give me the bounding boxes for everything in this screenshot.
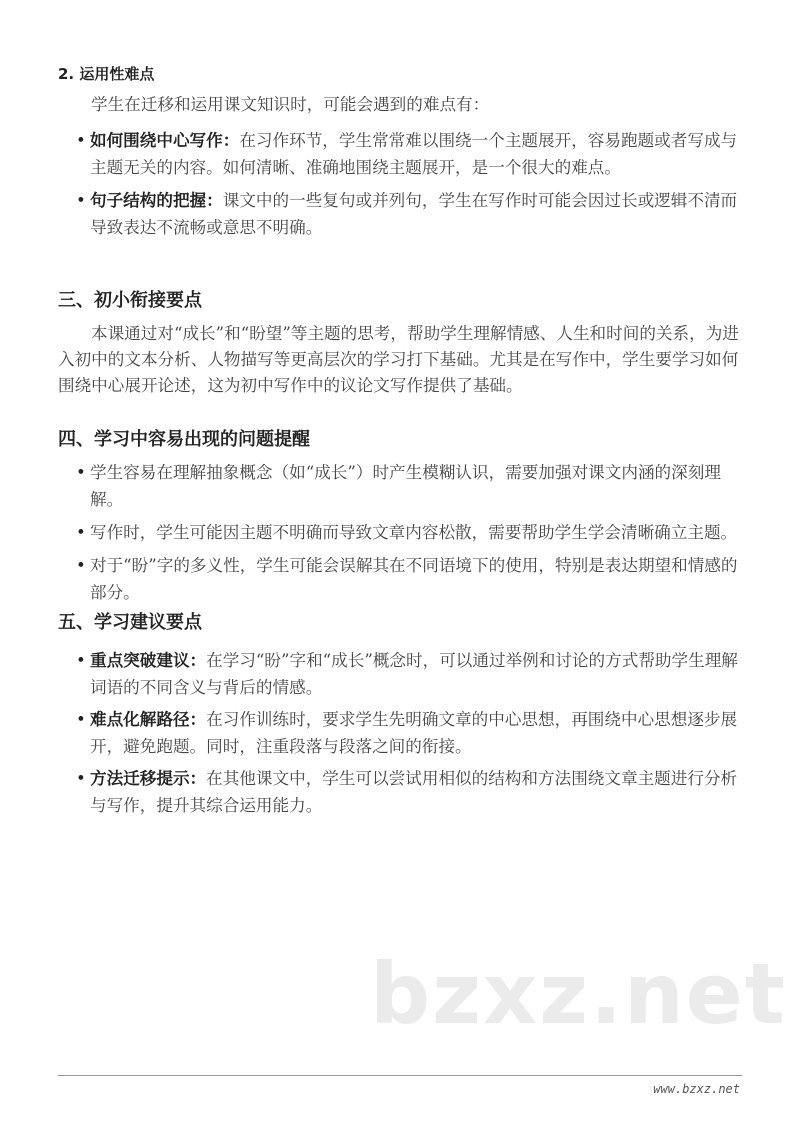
list-item [58, 765, 742, 819]
list-item [58, 127, 742, 181]
list-item: • 学生容易在理解抽象概念（如“成长”）时产生模糊认识，需要加强对课文内涵的深刻理解。 [58, 459, 742, 513]
list-item [58, 706, 742, 760]
heading-transition-points: 三、初小衔接要点 [58, 290, 202, 311]
list-item: • 对于“盼”字的多义性，学生可能会误解其在不同语境下的使用，特别是表达期望和情感的部分。 [58, 552, 742, 606]
watermark: bzxz.net [370, 945, 787, 1043]
suggestion-list [58, 647, 742, 819]
item-text: 课文中的一些复句或并列句，学生在写作时可能会因过长或逻辑不清而导致表达不流畅或意思不明确。 [90, 191, 738, 237]
heading-common-problems: 四、学习中容易出现的问题提醒 [58, 429, 310, 450]
item-title: 句子结构的把握： [90, 191, 223, 210]
item-text: 在习作环节，学生常常难以围绕一个主题展开，容易跑题或者写成与主题无关的内容。如何清晰、准确地围绕主题展开，是一个很大的难点。 [90, 131, 738, 177]
footer-divider [58, 1075, 742, 1076]
heading-study-suggestions: 五、学习建议要点 [58, 612, 202, 633]
item-text: 在学习“盼”字和“成长”概念时，可以通过举例和讨论的方式帮助学生理解词语的不同含义与背后的情感。 [90, 651, 738, 697]
item-text: 在习作训练时，要求学生先明确文章的中心思想，再围绕中心思想逐步展开，避免跑题。同时，注重段落与段落之间的衔接。 [90, 710, 738, 756]
subheading-application-difficulties: 2. 运用性难点 [58, 65, 155, 83]
item-text: 在其他课文中，学生可以尝试用相似的结构和方法围绕文章主题进行分析与写作，提升其综合运用能力。 [90, 769, 738, 815]
item-title: 难点化解路径： [90, 710, 207, 729]
list-item [58, 647, 742, 701]
difficulty-list [58, 127, 742, 241]
problem-list [58, 459, 742, 606]
item-title: 如何围绕中心写作： [90, 131, 240, 150]
footer-url: www.bzxz.net [653, 1082, 740, 1096]
intro-paragraph: 学生在迁移和运用课文知识时，可能会遇到的难点有： [91, 95, 490, 114]
list-item: • 写作时，学生可能因主题不明确而导致文章内容松散，需要帮助学生学会清晰确立主题。 [58, 519, 742, 546]
item-title: 重点突破建议： [90, 651, 207, 670]
transition-paragraph: 本课通过对“成长”和“盼望”等主题的思考，帮助学生理解情感、人生和时间的关系，为进入初中的文本分析、人物描写等更高层次的学习打下基础。尤其是在写作中，学生要学习如何围绕中心展开论述，这为初中写作中的议论文写作提供了基础。 [58, 324, 739, 395]
list-item [58, 187, 742, 241]
item-title: 方法迁移提示： [90, 769, 207, 788]
